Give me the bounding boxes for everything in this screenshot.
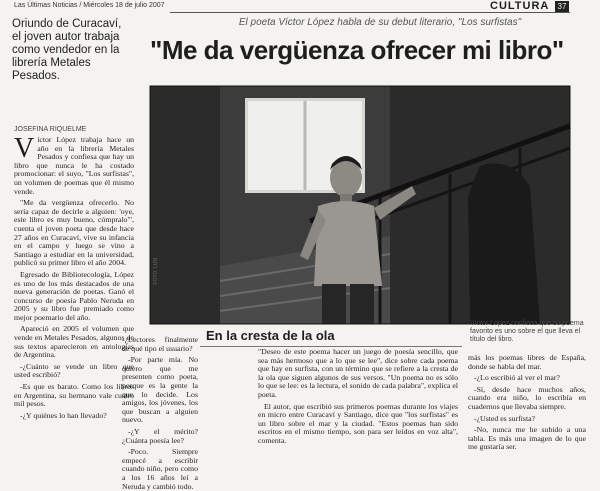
article-paragraph: -¿Cuánto se vende un libro que usted escribió?: [14, 361, 134, 380]
article-paragraph: -Sí, desde hace muchos años, cuando era niño, lo escribía en cuadernos que llevaba siempre.: [468, 384, 586, 411]
article-paragraph: -¿Usted es surfista?: [474, 413, 536, 423]
masthead-rule: [170, 12, 570, 13]
article-column-2: [122, 335, 198, 491]
article-paragraph: íctor López trabaja hace un año en la librería Metales Pesados y confiesa que hay un libro que nunca le ha costado promocionar: el suyo, "Los surfistas", un volumen de poemas que él mismo vende.: [14, 135, 134, 196]
article-paragraph: -¿Y el mérito? ¿Cuánta poesía lee?: [122, 426, 198, 445]
article-paragraph: Egresado de Bibliotecología, López es uno de los más destacados de una nueva generación de poetas. Ganó el concurso de poesía Pablo Neruda en 2005 y su libro fue premiado como mejor poemario del año.: [14, 269, 134, 322]
lead-caption: Oriundo de Curacaví, el joven autor trabaja como vendedor en la librería Metales Pesados.: [12, 18, 122, 82]
article-paragraph: "Me da vergüenza ofrecerlo. No sería capaz de decirle a alguien: 'oye, este libro es muy bueno, cómpralo'", cuenta el joven poeta que desde hace 27 años en Curacaví, vive su infancia en el campo y luego se vino a Santiago a estudiar en la universidad, publicó su primer libro el año 2004.: [14, 198, 134, 268]
article-column-1: [14, 133, 134, 464]
article-paragraph: -¿Lectores finalmente de qué tipo el usuario?: [122, 335, 198, 353]
newspaper-dateline: Las Últimas Noticias / Miércoles 18 de julio 2007: [14, 2, 165, 9]
masthead: [0, 0, 600, 14]
kicker: El poeta Víctor López habla de su debut literario, "Los surfistas": [238, 17, 522, 28]
byline: JOSEFINA RIQUELME: [14, 126, 87, 133]
article-photo: [150, 86, 570, 324]
headline: "Me da vergüenza ofrecer mi libro": [150, 35, 564, 65]
drop-cap: V: [14, 133, 35, 164]
article-paragraph: -¿Lo escribió al ver el mar?: [474, 373, 560, 383]
article-paragraph: -Por parte mía. No quiero que me presenten como poeta, porque es la gente la que lo decide. Los amigos, los jóvenes, los que buscan a alguien nuevo.: [122, 355, 198, 425]
photo-caption: Víctor López confiesa que su poema favorito es uno sobre el que lleva el título del libro.: [470, 320, 584, 343]
section-label: CULTURA: [490, 0, 550, 12]
article-column-4: [468, 354, 586, 464]
photo-credit: FOTO: LUN: [153, 258, 159, 285]
article-paragraph: El autor, que escribió sus primeros poemas durante los viajes en micro entre Curacaví y Santiago, dice que "los surfistas" es un libro sobre el mar y la ciudad. "Estos poemas han sido escritos en el mismo tiempo, son para ser leídos en voz alta", comenta.: [258, 401, 458, 445]
article-paragraph: -No, nunca me he subido a una tabla. Es más una imagen de lo que me gustaría ser.: [468, 425, 586, 452]
subheading: En la cresta de la ola: [206, 328, 335, 343]
article-paragraph: "Deseo de este poema hacer un juego de poesía sencillo, que sea más hermoso que a lo que se lee", dice sobre cada poema que hay en surfista, con un término que se refiere a la cresta de la ola que siguen algunos de sus versos. "Un poema no es sólo lo que se lee: es la lectura, el sonido de cada palabra", explica el poeta.: [258, 347, 458, 399]
article-paragraph: -¿Y quiénes lo han llevado?: [20, 410, 107, 420]
page-number: 37: [555, 1, 569, 12]
article-paragraph: -Es que es barato. Como los libros en Argentina, su hermano vale cuatro mil pesos.: [14, 382, 134, 409]
article-column-3: [258, 348, 458, 464]
article-paragraph: más los poemas libres de España, donde se habla del mar.: [468, 353, 586, 371]
article-paragraph: -Poco. Siempre empecé a escribir cuando niño, pero como a los 16 años leí a Neruda y cambió todo.: [122, 447, 198, 491]
article-paragraph: Apareció en 2005 el volumen que vende en Metales Pesados, algunos de sus textos aparecieron en antologías de Argentina.: [14, 324, 134, 360]
